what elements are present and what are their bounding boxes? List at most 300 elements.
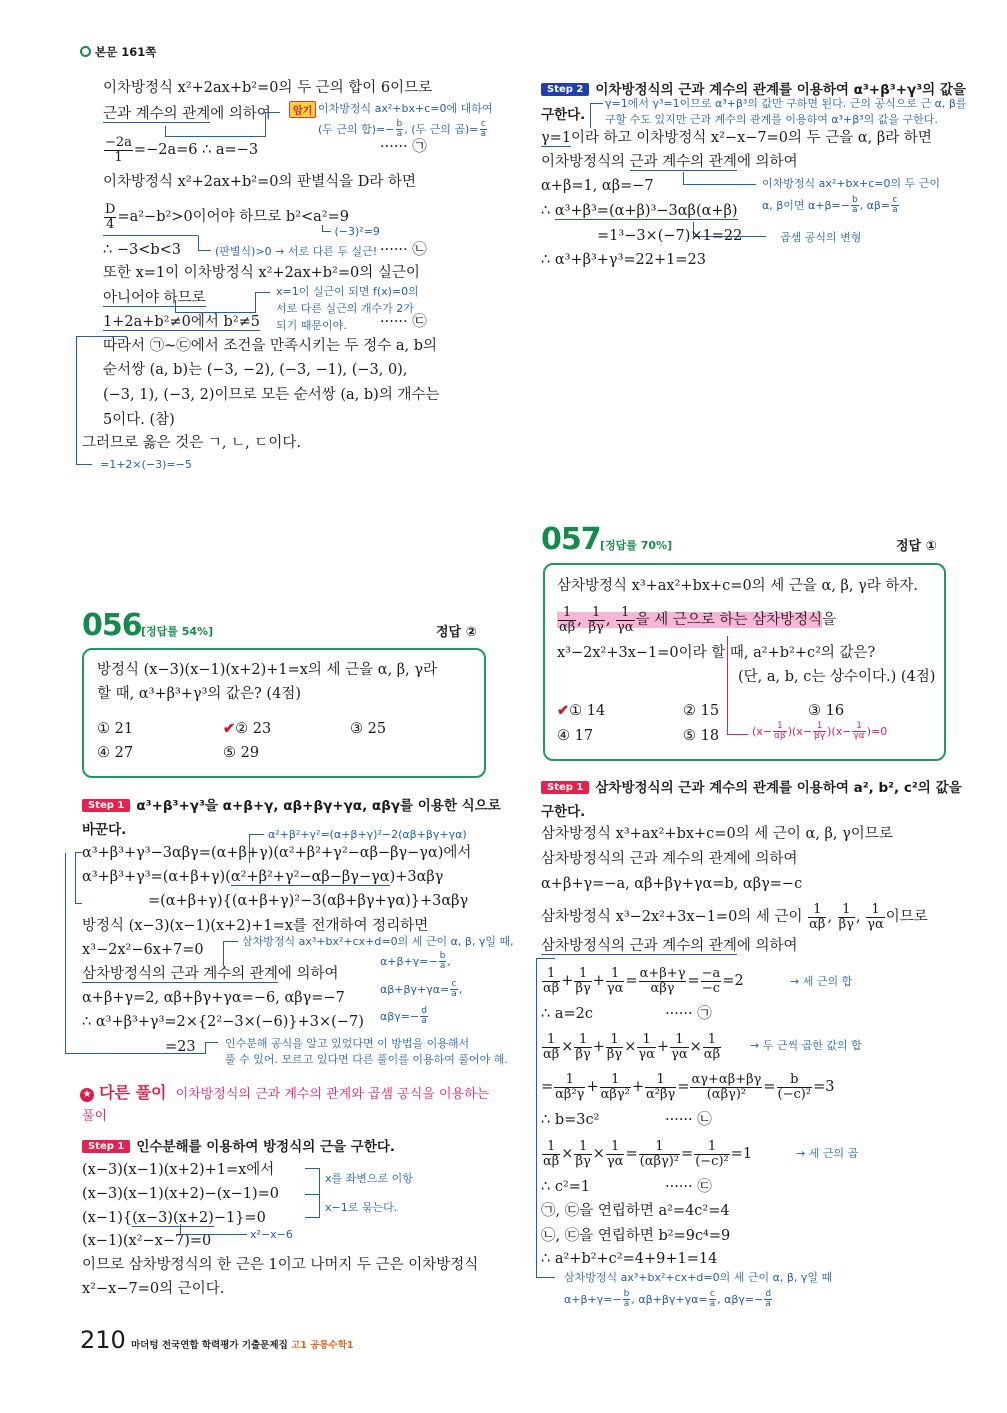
connector-arrow bbox=[180, 1224, 247, 1235]
solution-line: ∴ −3<b<3 bbox=[103, 242, 182, 258]
denominator: α²βγ bbox=[646, 1086, 676, 1102]
note bbox=[322, 224, 380, 239]
text: =a²−b²>0이어야 하므로 b²<a²=9 bbox=[117, 209, 349, 226]
equation-marker: ······ ㉠ bbox=[380, 139, 427, 155]
note: α²+β²+γ²=(α+β+γ)²−2(αβ+βγ+γα) bbox=[268, 828, 467, 841]
underlined-term: α²+β²+γ²−αβ−βγ−γα bbox=[230, 869, 390, 885]
solution-line: =(α+β+γ){(α+β+γ)²−3(αβ+βγ+γα)}+3αβγ bbox=[148, 893, 469, 909]
solution-line: ∴ b=3c² bbox=[541, 1112, 600, 1128]
solution-line bbox=[103, 104, 271, 124]
step-title: 인수분해를 이용하여 방정식의 근을 구한다. bbox=[136, 1139, 396, 1155]
problem-number: 056 bbox=[82, 608, 142, 643]
note: → 두 근씩 곱한 값의 합 bbox=[750, 1039, 862, 1052]
denominator: αβ bbox=[703, 1046, 721, 1062]
numerator: 1 bbox=[838, 903, 855, 918]
solution-line bbox=[103, 78, 432, 98]
fraction bbox=[606, 1140, 625, 1168]
text: 이라 하고 이차방정식 x²−x−7=0의 두 근을 α, β라 하면 bbox=[571, 130, 932, 146]
step-heading bbox=[541, 78, 966, 98]
denominator: (−c)² bbox=[777, 1086, 812, 1102]
fraction bbox=[808, 903, 826, 931]
fraction bbox=[588, 606, 605, 634]
star-icon: ★ bbox=[80, 1088, 94, 1102]
solution-line: 이므로 삼차방정식의 한 근은 1이고 나머지 두 근은 이차방정식 bbox=[82, 1257, 479, 1273]
numerator: b bbox=[623, 1289, 630, 1299]
text: α+β+γ=− bbox=[380, 954, 438, 968]
underlined-term: 근과 계수의 관계 bbox=[103, 106, 211, 122]
question-text bbox=[557, 606, 836, 634]
underlined-term: 삼차방정식의 근과 계수의 관계 bbox=[541, 938, 737, 954]
numerator: 1 bbox=[600, 1073, 631, 1088]
numerator: c bbox=[709, 1289, 715, 1299]
equation-marker: ······ ㉢ bbox=[665, 1179, 712, 1195]
text: × bbox=[561, 1146, 574, 1163]
choice-1 bbox=[557, 701, 605, 721]
choice-text: ① 14 bbox=[569, 703, 606, 719]
fraction bbox=[637, 1033, 656, 1061]
text: , αβγ=− bbox=[717, 1292, 764, 1306]
text: , bbox=[577, 612, 587, 629]
underlined-term: 삼차방정식의 근과 계수의 관계 bbox=[82, 966, 278, 982]
underlined-term: α³+β³=(α+β)³−3αβ(α+β) bbox=[554, 203, 738, 219]
note: =1+2×(−3)=−5 bbox=[100, 458, 192, 471]
text: 에 의하여 bbox=[277, 966, 339, 982]
solution-line: (x−3)(x−1)(x+2)−(x−1)=0 bbox=[82, 1186, 279, 1202]
connector-arrow bbox=[590, 103, 603, 128]
step-title: α³+β³+γ³을 α+β+γ, αβ+βγ+γα, αβγ를 이용한 식으로 bbox=[136, 798, 501, 814]
fraction bbox=[600, 1073, 631, 1101]
text: × bbox=[624, 1039, 637, 1056]
step-badge: Step 1 bbox=[82, 799, 130, 812]
fraction bbox=[542, 1140, 560, 1168]
solution-line: α³+β³+γ³−3αβγ=(α+β+γ)(α²+β²+γ²−αβ−βγ−γα)에서 bbox=[82, 845, 472, 861]
text: 이차방정식 x²+2ax+b²=0의 판별식을 D라 하면 bbox=[103, 174, 416, 190]
note: 삼차방정식 ax³+bx²+cx+d=0의 세 근이 α, β, γ일 때 bbox=[564, 1271, 833, 1284]
text: × bbox=[689, 1039, 702, 1056]
denominator: a bbox=[765, 1299, 771, 1310]
fraction bbox=[616, 606, 635, 634]
denominator: γα bbox=[606, 980, 624, 996]
denominator: γα bbox=[638, 1046, 655, 1062]
solution-line: =1³−3×(−7)×1=22 bbox=[597, 228, 743, 244]
numerator: 1 bbox=[606, 1033, 623, 1048]
numerator: 1 bbox=[808, 903, 826, 918]
page-ref-label: 본문 161쪽 bbox=[95, 45, 157, 59]
numerator: 1 bbox=[542, 1140, 560, 1155]
text: , αβ= bbox=[859, 198, 891, 212]
alt-subtitle: 풀이 bbox=[82, 1109, 108, 1124]
numerator: c bbox=[480, 119, 486, 129]
equation-marker: ······ ㉠ bbox=[665, 1006, 712, 1022]
connector-arrow bbox=[205, 1042, 218, 1054]
note: x를 좌변으로 이항 bbox=[325, 1172, 413, 1185]
denominator: a bbox=[623, 1299, 630, 1310]
fraction bbox=[773, 722, 787, 742]
text: ∴ bbox=[541, 203, 555, 219]
denominator: αβ bbox=[543, 980, 560, 996]
answer-label: 정답 ② bbox=[436, 625, 477, 640]
subject-label: 고1 공통수학1 bbox=[291, 1340, 354, 1351]
memo-badge: 암기 bbox=[289, 101, 316, 118]
numerator: 1 bbox=[852, 722, 865, 732]
question-text: 삼차방정식 x³+ax²+bx+c=0의 세 근을 α, β, γ라 하자. bbox=[557, 578, 919, 594]
fraction bbox=[813, 722, 826, 742]
denominator: a bbox=[852, 205, 858, 216]
text: 을 bbox=[822, 612, 837, 629]
denominator: βγ bbox=[588, 619, 604, 635]
numerator: α+β+γ bbox=[639, 966, 686, 981]
text: 삼차방정식 x³−2x²+3x−1=0의 세 근이 bbox=[541, 909, 808, 926]
numerator: 1 bbox=[558, 606, 576, 621]
correct-rate: [정답률 70%] bbox=[600, 539, 673, 552]
numerator: d bbox=[421, 1006, 427, 1016]
connector-arrow bbox=[255, 292, 270, 313]
text: α³+β³+γ³=(α+β+γ)( bbox=[82, 869, 231, 885]
fraction bbox=[703, 1033, 721, 1061]
solution-line: 방정식 (x−3)(x−1)(x+2)+1=x를 전개하여 정리하면 bbox=[82, 918, 429, 934]
numerator: αγ+αβ+βγ bbox=[691, 1072, 762, 1087]
denominator: (αβγ)² bbox=[706, 1086, 747, 1102]
denominator: αβ bbox=[809, 916, 826, 932]
denominator: βγ bbox=[575, 980, 591, 996]
fraction bbox=[639, 1140, 680, 1168]
denominator: βγ bbox=[575, 1153, 591, 1169]
numerator: 1 bbox=[670, 1033, 689, 1048]
text: , bbox=[827, 909, 837, 926]
note: → 세 근의 합 bbox=[790, 975, 853, 988]
solution-line: α+β+γ=−a, αβ+βγ+γα=b, αβγ=−c bbox=[541, 876, 803, 892]
step-title: 구한다. bbox=[541, 804, 586, 820]
numerator: −2a bbox=[105, 135, 132, 150]
note-text: (−3)²=9 bbox=[334, 225, 380, 238]
fraction bbox=[838, 903, 855, 931]
solution-line: (x−3)(x−1)(x+2)+1=x에서 bbox=[82, 1162, 275, 1178]
text: × bbox=[561, 1039, 574, 1056]
note: x−1로 묶는다. bbox=[325, 1201, 398, 1214]
numerator: 1 bbox=[703, 1033, 721, 1048]
text: 이차방정식의 bbox=[541, 154, 630, 170]
checkmark-icon: ✔ bbox=[557, 702, 570, 719]
fraction bbox=[645, 1073, 676, 1101]
solution-line: 삼차방정식의 근과 계수의 관계에 의하여 bbox=[541, 851, 798, 867]
denominator: βγ bbox=[575, 1046, 591, 1062]
book-title: 마더텅 전국연합 학력평가 기출문제집 bbox=[131, 1340, 288, 1351]
correct-rate: [정답률 54%] bbox=[141, 625, 214, 638]
denominator: βγ bbox=[606, 1046, 623, 1062]
numerator: 1 bbox=[866, 903, 885, 918]
note bbox=[752, 722, 887, 742]
step-title: 이차방정식의 근과 계수의 관계를 이용하여 α³+β³+γ³의 값을 bbox=[595, 82, 966, 98]
fraction bbox=[670, 1033, 689, 1061]
note: → 세 근의 곱 bbox=[796, 1147, 859, 1160]
step-title: 삼차방정식의 근과 계수의 관계를 이용하여 a², b², c²의 값을 bbox=[595, 780, 962, 796]
solution-line bbox=[541, 967, 744, 995]
numerator: 1 bbox=[637, 1033, 656, 1048]
numerator: 1 bbox=[574, 1140, 591, 1155]
solution-line bbox=[541, 1140, 752, 1168]
numerator: D bbox=[105, 202, 116, 217]
numerator: b bbox=[439, 951, 446, 961]
choice-2: ② 15 bbox=[683, 703, 720, 719]
text: α, β이면 α+β=− bbox=[762, 198, 850, 212]
fraction bbox=[574, 1033, 591, 1061]
solution-line: 순서쌍 (a, b)는 (−3, −2), (−3, −1), (−3, 0), bbox=[103, 362, 408, 378]
solution-line: α+β+γ=2, αβ+βγ+γα=−6, αβγ=−7 bbox=[82, 990, 345, 1006]
denominator: a bbox=[451, 989, 457, 1000]
solution-line: 따라서 ㉠~㉢에서 조건을 만족시키는 두 정수 a, b의 bbox=[103, 338, 438, 354]
connector-arrow bbox=[727, 636, 748, 735]
solution-line bbox=[541, 201, 738, 221]
numerator: 1 bbox=[694, 1140, 730, 1155]
denominator: αβ bbox=[543, 1046, 560, 1062]
fraction bbox=[623, 1290, 631, 1310]
text: =1 bbox=[730, 1146, 753, 1163]
solution-line bbox=[541, 936, 798, 956]
numerator: b bbox=[851, 195, 858, 205]
alt-subtitle: 이차방정식의 근과 계수의 관계와 곱셈 공식을 이용하는 bbox=[175, 1087, 490, 1102]
underlined-term: γ=1 bbox=[541, 130, 572, 146]
text: )(x− bbox=[787, 724, 813, 738]
denominator: 4 bbox=[106, 216, 115, 232]
numerator: 1 bbox=[554, 1073, 585, 1088]
note bbox=[564, 1290, 773, 1310]
denominator: αβ bbox=[559, 619, 576, 635]
note bbox=[380, 1007, 429, 1027]
denominator: (αβγ)² bbox=[639, 1153, 680, 1169]
fraction bbox=[851, 196, 859, 216]
fraction bbox=[574, 967, 591, 995]
solution-line: ∴ α³+β³+γ³=2×{2²−3×(−6)}+3×(−7) bbox=[82, 1014, 364, 1030]
text: 에 의하여 bbox=[736, 154, 798, 170]
denominator: αβ bbox=[543, 1153, 560, 1169]
text: + bbox=[561, 973, 574, 990]
solution-line: ∴ α³+β³+γ³=22+1=23 bbox=[541, 252, 706, 268]
denominator: αβ²γ bbox=[555, 1086, 585, 1102]
solution-line bbox=[541, 903, 928, 931]
checkmark-icon: ✔ bbox=[223, 720, 236, 737]
solution-line: x²−x−7=0의 근이다. bbox=[82, 1281, 225, 1297]
text: = bbox=[541, 1079, 554, 1096]
note bbox=[380, 952, 451, 972]
text: 에 의하여 bbox=[210, 106, 271, 122]
question-text: (단, a, b, c는 상수이다.) (4점) bbox=[738, 669, 936, 685]
text: , bbox=[447, 954, 451, 968]
fraction bbox=[606, 1033, 623, 1061]
note: 풀 수 있어. 모르고 있다면 다른 풀이를 이용하여 풀어야 해. bbox=[225, 1053, 508, 1066]
text: + bbox=[631, 1079, 645, 1096]
circle-icon bbox=[80, 46, 91, 57]
solution-line bbox=[103, 172, 416, 192]
text: , (두 근의 곱)= bbox=[404, 122, 479, 136]
question-text: x³−2x²+3x−1=0이라 할 때, a²+b²+c²의 값은? bbox=[557, 645, 876, 661]
text: 이차방정식 ax²+bx+c=0에 대하여 bbox=[318, 102, 493, 115]
fraction bbox=[558, 606, 576, 634]
fraction bbox=[606, 967, 625, 995]
text: 이므로 bbox=[885, 909, 928, 926]
text: = bbox=[677, 1079, 690, 1096]
text: = bbox=[681, 1146, 694, 1163]
equation-marker: ······ ㉡ bbox=[665, 1112, 712, 1128]
text: =2 bbox=[722, 973, 744, 990]
alt-title: 다른 풀이 bbox=[99, 1083, 167, 1102]
choice-3: ③ 16 bbox=[808, 703, 845, 719]
text: , αβ+βγ+γα= bbox=[631, 1292, 708, 1306]
note bbox=[318, 101, 492, 116]
step-heading bbox=[82, 794, 501, 814]
choice-5: ⑤ 18 bbox=[683, 728, 720, 744]
text: , bbox=[855, 909, 866, 926]
note bbox=[380, 980, 462, 1000]
fraction bbox=[701, 967, 722, 995]
solution-line bbox=[541, 1073, 834, 1101]
fraction bbox=[542, 1033, 560, 1061]
numerator: 1 bbox=[645, 1073, 676, 1088]
solution-line bbox=[103, 312, 260, 332]
fraction bbox=[574, 1140, 591, 1168]
fraction bbox=[480, 120, 488, 140]
text: (x−1){ bbox=[82, 1210, 133, 1226]
numerator: 1 bbox=[574, 967, 591, 982]
numerator: 1 bbox=[773, 722, 787, 732]
denominator: γα bbox=[671, 1046, 688, 1062]
numerator: c bbox=[892, 195, 898, 205]
connector-arrow bbox=[223, 941, 238, 966]
fraction bbox=[639, 967, 687, 995]
equation-marker: ······ ㉡ bbox=[380, 242, 427, 258]
numerator: d bbox=[765, 1289, 772, 1299]
choice-4: ④ 17 bbox=[557, 728, 594, 744]
fraction bbox=[439, 952, 447, 972]
fraction bbox=[420, 1007, 428, 1027]
underline bbox=[103, 235, 198, 236]
underlined-term: 근과 계수의 관계 bbox=[629, 154, 737, 170]
text: + bbox=[656, 1039, 670, 1056]
step-badge: Step 1 bbox=[541, 781, 589, 794]
page-number: 210 bbox=[80, 1326, 126, 1354]
numerator: b bbox=[777, 1073, 813, 1088]
fraction bbox=[866, 903, 885, 931]
solution-line: α+β=1, αβ=−7 bbox=[541, 178, 654, 194]
fraction bbox=[694, 1140, 730, 1168]
text: )+3αβγ bbox=[389, 869, 444, 885]
text: + bbox=[592, 1039, 605, 1056]
text: 을 세 근으로 하는 삼차방정식 bbox=[635, 612, 823, 629]
fraction bbox=[764, 1290, 772, 1310]
text: αβ+βγ+γα= bbox=[380, 982, 450, 996]
denominator: a bbox=[892, 205, 898, 216]
question-text: 할 때, α³+β³+γ³의 값은? (4점) bbox=[97, 686, 301, 702]
connector-arrow bbox=[683, 172, 756, 185]
solution-line: 그러므로 옳은 것은 ㄱ, ㄴ, ㄷ이다. bbox=[82, 435, 301, 451]
numerator: 1 bbox=[542, 967, 560, 982]
denominator: αβγ² bbox=[600, 1086, 630, 1102]
numerator: 1 bbox=[813, 722, 826, 732]
choice-1: ① 21 bbox=[97, 721, 134, 737]
page-ref bbox=[80, 44, 156, 60]
text: + bbox=[586, 1079, 599, 1096]
denominator: αβ bbox=[774, 731, 786, 742]
text: −1}=0 bbox=[213, 1210, 266, 1226]
text: 이차방정식 x²+2ax+b²=0의 두 근의 합이 6이므로 bbox=[103, 80, 433, 96]
solution-line: (x−1)(x²−x−7)=0 bbox=[82, 1233, 212, 1249]
connector-arrow bbox=[265, 112, 280, 137]
numerator: 1 bbox=[639, 1140, 680, 1155]
note: 되기 때문이야. bbox=[276, 319, 347, 332]
text: (두 근의 합)=− bbox=[318, 122, 395, 136]
choice-3: ③ 25 bbox=[350, 721, 387, 737]
note: x²−x−6 bbox=[250, 1228, 293, 1241]
numerator: −a bbox=[701, 966, 721, 981]
numerator: b bbox=[396, 119, 403, 129]
text: × bbox=[592, 1146, 605, 1163]
denominator: 1 bbox=[114, 149, 123, 165]
denominator: a bbox=[709, 1299, 716, 1310]
alt-solution-heading bbox=[80, 1080, 489, 1103]
note: 인수분해 공식을 알고 있었다면 이 방법을 이용해서 bbox=[225, 1037, 470, 1050]
solution-line: 또한 x=1이 이차방정식 x²+2ax+b²=0의 실근이 bbox=[103, 265, 420, 281]
choice-text: ② 23 bbox=[235, 721, 272, 737]
note: x=1이 실근이 되면 f(x)=0의 bbox=[276, 285, 419, 298]
solution-line: 5이다. (참) bbox=[103, 412, 175, 428]
solution-line: x³−2x²−6x+7=0 bbox=[82, 942, 204, 958]
step-title: 바꾼다. bbox=[82, 822, 127, 838]
solution-line: ㉠, ㉢을 연립하면 a²=4c²=4 bbox=[541, 1203, 730, 1219]
text: = bbox=[625, 973, 638, 990]
step-badge: Step 1 bbox=[82, 1140, 130, 1153]
numerator: 1 bbox=[606, 1140, 625, 1155]
problem-number: 057 bbox=[541, 522, 601, 557]
step-badge: Step 2 bbox=[541, 83, 589, 96]
text: = bbox=[763, 1079, 776, 1096]
denominator: γα bbox=[853, 731, 865, 742]
denominator: βγ bbox=[814, 731, 826, 742]
fraction bbox=[104, 203, 116, 231]
text: =3 bbox=[813, 1079, 835, 1096]
denominator: a bbox=[480, 129, 487, 140]
fraction bbox=[891, 196, 899, 216]
note bbox=[762, 196, 900, 216]
text: 1+2a+b²≠0에서 b²≠5 bbox=[103, 314, 260, 330]
bracket bbox=[305, 1193, 320, 1218]
fraction bbox=[852, 722, 865, 742]
denominator: γα bbox=[606, 1153, 624, 1169]
solution-line: =23 bbox=[165, 1039, 196, 1055]
connector-arrow bbox=[198, 236, 211, 251]
denominator: γα bbox=[617, 619, 634, 635]
solution-line: 삼차방정식 x³+ax²+bx+c=0의 세 근이 α, β, γ이므로 bbox=[541, 826, 893, 842]
numerator: 1 bbox=[588, 606, 605, 621]
note: 곱셈 공식의 변형 bbox=[780, 231, 862, 244]
fraction bbox=[709, 1290, 717, 1310]
footer-book bbox=[131, 1337, 354, 1351]
solution-line: ∴ c²=1 bbox=[541, 1179, 591, 1195]
denominator: a bbox=[439, 961, 446, 972]
solution-line bbox=[541, 1033, 722, 1061]
fraction bbox=[450, 980, 458, 1000]
note: 서로 다른 실근의 개수가 2가 bbox=[276, 302, 414, 315]
text: (x− bbox=[752, 724, 773, 738]
numerator: c bbox=[451, 979, 457, 989]
fraction bbox=[554, 1073, 585, 1101]
solution-line bbox=[103, 136, 258, 164]
step-heading bbox=[541, 776, 962, 796]
solution-line: ∴ a=2c bbox=[541, 1006, 593, 1022]
question-text: 방정식 (x−3)(x−1)(x+2)+1=x의 세 근을 α, β, γ라 bbox=[97, 662, 438, 678]
underlined-term: 아니어야 하므로 bbox=[103, 290, 206, 306]
solution-line: ∴ a²+b²+c²=4+9+1=14 bbox=[541, 1251, 718, 1267]
highlighted-text bbox=[557, 605, 823, 635]
solution-line: (−3, 1), (−3, 2)이므로 모든 순서쌍 (a, b)의 개수는 bbox=[103, 387, 440, 403]
